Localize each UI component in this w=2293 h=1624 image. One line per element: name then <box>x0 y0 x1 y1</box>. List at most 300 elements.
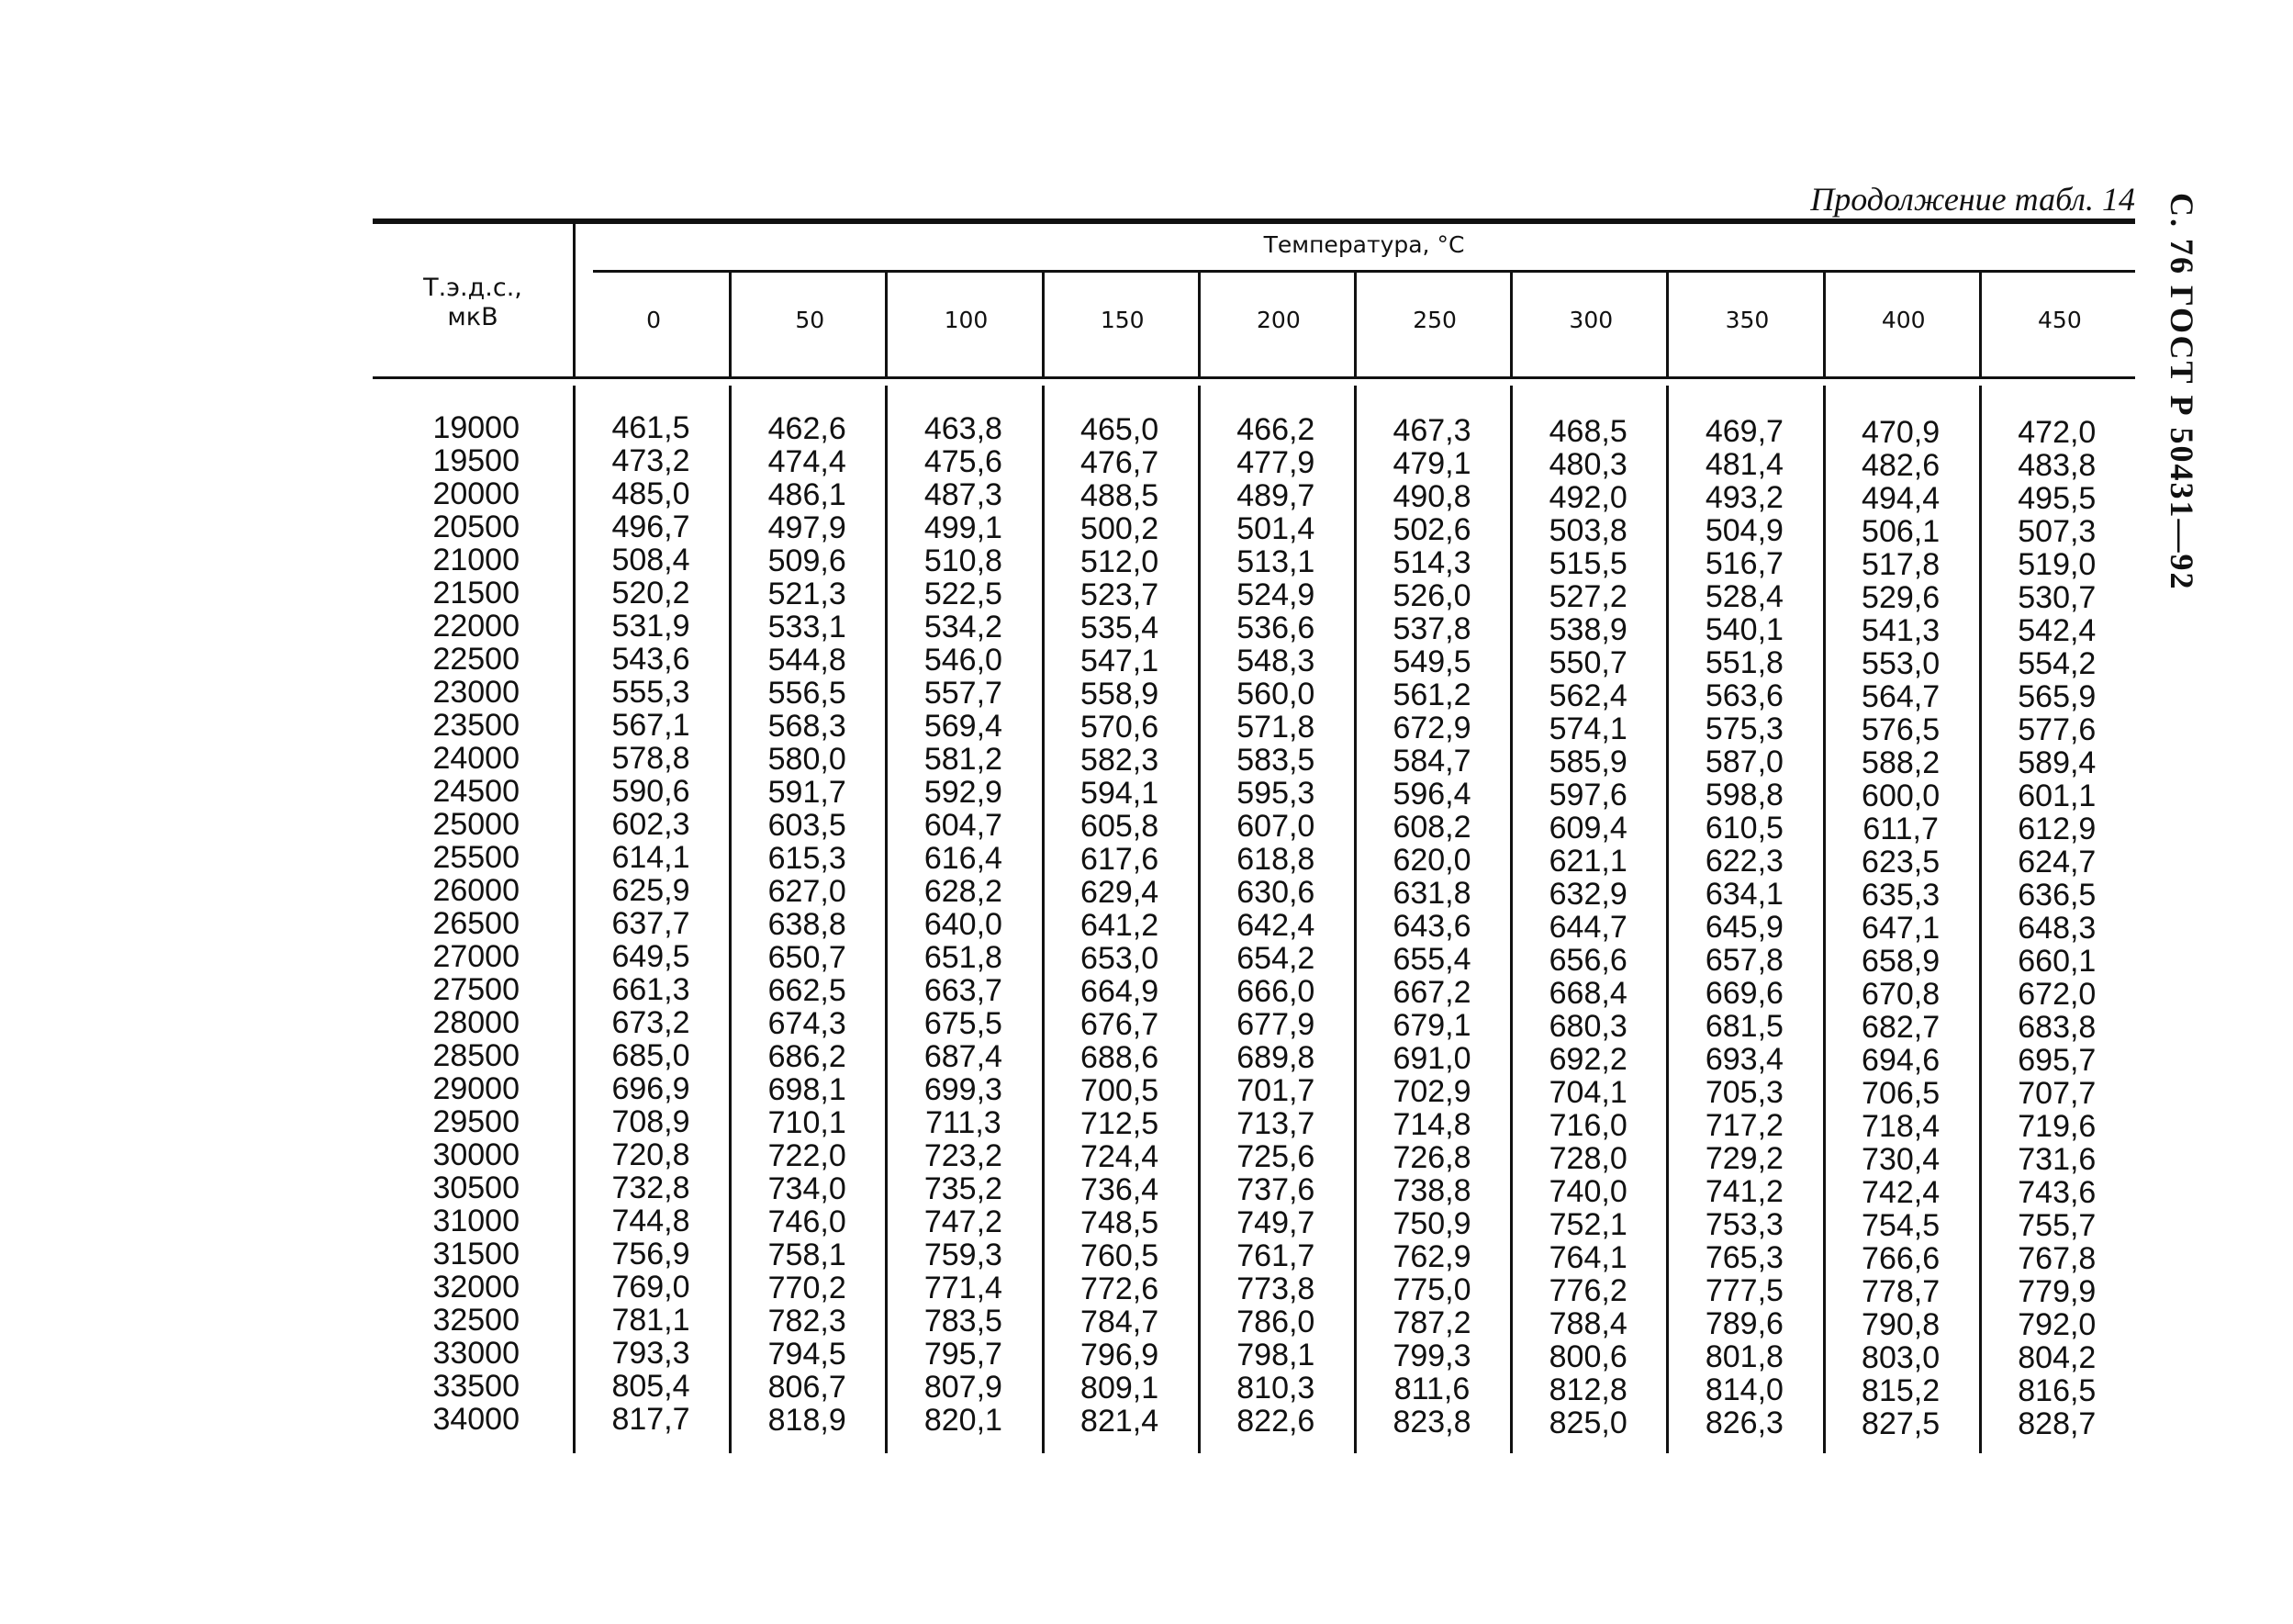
table-cell: 795,7 <box>923 1337 1002 1372</box>
header-bottom-rule <box>373 376 2135 379</box>
table-cell: 481,4 <box>1705 447 1784 483</box>
table-cell: 698,1 <box>767 1071 846 1107</box>
table-cell: 682,7 <box>1862 1009 1941 1045</box>
table-cell: 809,1 <box>1080 1370 1159 1406</box>
table-cell: 495,5 <box>2018 481 2097 517</box>
table-cell: 516,7 <box>1705 546 1784 582</box>
row-label: 25000 <box>432 807 520 842</box>
table-cell: 747,2 <box>923 1204 1002 1240</box>
table-cell: 686,2 <box>767 1038 846 1074</box>
table-cell: 554,2 <box>2018 646 2097 682</box>
table-cell: 528,4 <box>1705 579 1784 615</box>
table-cell: 496,7 <box>611 510 690 544</box>
table-cell: 574,1 <box>1549 711 1627 746</box>
table-cell: 680,3 <box>1549 1008 1627 1044</box>
table-cell: 600,0 <box>1862 778 1941 813</box>
table-cell: 541,3 <box>1862 612 1941 648</box>
table-cell: 691,0 <box>1393 1041 1471 1076</box>
table-cell: 787,2 <box>1393 1305 1471 1340</box>
table-cell: 717,2 <box>1705 1108 1784 1144</box>
table-cell: 696,9 <box>611 1071 690 1106</box>
table-cell: 746,0 <box>767 1204 846 1239</box>
table-cell: 687,4 <box>923 1039 1002 1075</box>
table-cell: 602,3 <box>611 807 690 842</box>
table-cell: 558,9 <box>1080 676 1159 711</box>
table-cell: 535,4 <box>1080 610 1159 645</box>
table-cell: 462,6 <box>767 410 846 446</box>
table-cell: 756,9 <box>611 1237 690 1271</box>
column-header: 350 <box>1725 307 1770 333</box>
row-label: 23500 <box>432 708 520 743</box>
table-cell: 681,5 <box>1705 1009 1784 1045</box>
table-cell: 560,0 <box>1236 677 1315 712</box>
table-cell: 738,8 <box>1393 1173 1471 1208</box>
table-cell: 740,0 <box>1549 1173 1627 1209</box>
table-cell: 778,7 <box>1862 1273 1941 1309</box>
table-cell: 789,6 <box>1705 1306 1784 1342</box>
table-cell: 750,9 <box>1393 1206 1471 1241</box>
table-cell: 485,0 <box>611 476 690 511</box>
table-cell: 743,6 <box>2018 1175 2097 1211</box>
column-header: 150 <box>1100 307 1145 333</box>
table-cell: 814,0 <box>1705 1372 1784 1408</box>
table-cell: 502,6 <box>1393 512 1471 547</box>
row-label: 30500 <box>432 1170 520 1205</box>
table-cell: 728,0 <box>1549 1140 1627 1176</box>
table-cell: 568,3 <box>767 708 846 744</box>
table-cell: 540,1 <box>1705 612 1784 648</box>
table-cell: 753,3 <box>1705 1207 1784 1243</box>
table-cell: 630,6 <box>1236 875 1315 911</box>
table-cell: 461,5 <box>611 410 690 445</box>
table-cell: 543,6 <box>611 642 690 677</box>
table-cell: 522,5 <box>923 577 1002 612</box>
table-cell: 527,2 <box>1549 578 1627 614</box>
table-cell: 470,9 <box>1862 414 1941 450</box>
table-cell: 655,4 <box>1393 942 1471 977</box>
row-label: 31000 <box>432 1204 520 1238</box>
table-cell: 672,0 <box>2018 977 2097 1013</box>
table-cell: 776,2 <box>1549 1272 1627 1308</box>
table-cell: 667,2 <box>1393 975 1471 1010</box>
table-cell: 707,7 <box>2018 1076 2097 1112</box>
table-cell: 618,8 <box>1236 842 1315 878</box>
table-cell: 598,8 <box>1705 778 1784 813</box>
table-cell: 569,4 <box>923 709 1002 745</box>
table-cell: 609,4 <box>1549 810 1627 846</box>
table-cell: 716,0 <box>1549 1107 1627 1143</box>
table-cell: 506,1 <box>1862 513 1941 549</box>
row-label: 26500 <box>432 906 520 941</box>
table-cell: 635,3 <box>1862 877 1941 913</box>
table-cell: 761,7 <box>1236 1238 1315 1274</box>
table-cell: 483,8 <box>2018 448 2097 484</box>
table-cell: 765,3 <box>1705 1240 1784 1276</box>
table-cell: 534,2 <box>923 610 1002 645</box>
table-cell: 627,0 <box>767 873 846 909</box>
table-cell: 650,7 <box>767 939 846 975</box>
table-cell: 561,2 <box>1393 678 1471 712</box>
table-cell: 604,7 <box>923 808 1002 844</box>
table-cell: 595,3 <box>1236 776 1315 812</box>
table-cell: 581,2 <box>923 742 1002 778</box>
table-cell: 605,8 <box>1080 808 1159 844</box>
table-cell: 463,8 <box>923 411 1002 447</box>
table-cell: 799,3 <box>1393 1338 1471 1373</box>
table-cell: 732,8 <box>611 1170 690 1205</box>
group-header-rule <box>593 270 2135 273</box>
temperature-group-header: Температура, °С <box>1263 231 1465 258</box>
table-cell: 616,4 <box>923 841 1002 877</box>
table-cell: 474,4 <box>767 443 846 479</box>
table-cell: 556,5 <box>767 675 846 711</box>
table-cell: 669,6 <box>1705 976 1784 1012</box>
table-cell: 816,5 <box>2018 1373 2097 1409</box>
table-cell: 737,6 <box>1236 1172 1315 1208</box>
table-cell: 475,6 <box>923 444 1002 480</box>
table-cell: 549,5 <box>1393 644 1471 679</box>
table-cell: 531,9 <box>611 609 690 644</box>
table-cell: 685,0 <box>611 1038 690 1073</box>
table-cell: 825,0 <box>1549 1405 1627 1440</box>
table-cell: 711,3 <box>925 1105 1001 1141</box>
table-cell: 700,5 <box>1080 1072 1159 1108</box>
table-cell: 807,9 <box>923 1370 1002 1406</box>
table-cell: 826,3 <box>1705 1406 1784 1441</box>
table-cell: 828,7 <box>2018 1406 2097 1442</box>
table-cell: 656,6 <box>1549 942 1627 978</box>
table-cell: 583,5 <box>1236 743 1315 778</box>
row-label: 28500 <box>432 1038 520 1073</box>
table-cell: 641,2 <box>1080 907 1159 943</box>
table-cell: 638,8 <box>767 906 846 942</box>
table-cell: 677,9 <box>1236 1007 1315 1043</box>
table-cell: 712,5 <box>1080 1105 1159 1141</box>
table-cell: 465,0 <box>1080 411 1159 447</box>
table-cell: 801,8 <box>1705 1339 1784 1375</box>
table-cell: 752,1 <box>1549 1206 1627 1242</box>
table-cell: 818,9 <box>767 1402 846 1438</box>
table-cell: 577,6 <box>2018 712 2097 748</box>
table-cell: 719,6 <box>2018 1109 2097 1145</box>
table-cell: 749,7 <box>1236 1205 1315 1241</box>
table-cell: 550,7 <box>1549 644 1627 680</box>
table-cell: 775,0 <box>1393 1272 1471 1307</box>
table-cell: 744,8 <box>611 1204 690 1238</box>
table-cell: 823,8 <box>1393 1405 1471 1439</box>
table-cell: 713,7 <box>1236 1106 1315 1142</box>
table-cell: 803,0 <box>1862 1339 1941 1375</box>
table-cell: 726,8 <box>1393 1140 1471 1175</box>
table-cell: 679,1 <box>1393 1008 1471 1043</box>
table-cell: 500,2 <box>1080 510 1159 546</box>
table-cell: 509,6 <box>767 543 846 578</box>
table-cell: 734,0 <box>767 1170 846 1206</box>
table-cell: 524,9 <box>1236 577 1315 613</box>
table-cell: 805,4 <box>611 1369 690 1404</box>
table-cell: 695,7 <box>2018 1043 2097 1079</box>
table-cell: 472,0 <box>2018 415 2097 451</box>
table-cell: 526,0 <box>1393 578 1471 613</box>
table-cell: 482,6 <box>1862 447 1941 483</box>
table-cell: 657,8 <box>1705 943 1784 979</box>
table-cell: 779,9 <box>2018 1274 2097 1310</box>
table-cell: 530,7 <box>2018 580 2097 616</box>
table-cell: 821,4 <box>1080 1403 1159 1439</box>
table-cell: 693,4 <box>1705 1042 1784 1078</box>
table-cell: 517,8 <box>1862 546 1941 582</box>
row-label: 29000 <box>432 1071 520 1106</box>
table-cell: 553,0 <box>1862 645 1941 681</box>
table-cell: 676,7 <box>1080 1006 1159 1042</box>
table-cell: 637,7 <box>611 906 690 941</box>
table-cell: 620,0 <box>1393 843 1471 878</box>
table-cell: 710,1 <box>767 1104 846 1140</box>
table-cell: 702,9 <box>1393 1074 1471 1109</box>
table-cell: 773,8 <box>1236 1271 1315 1307</box>
table-cell: 822,6 <box>1236 1404 1315 1439</box>
table-cell: 675,5 <box>923 1006 1002 1042</box>
table-cell: 660,1 <box>2018 944 2097 980</box>
row-label: 19500 <box>432 443 520 478</box>
table-cell: 674,3 <box>767 1005 846 1041</box>
table-cell: 507,3 <box>2018 514 2097 550</box>
table-cell: 724,4 <box>1080 1138 1159 1174</box>
table-cell: 515,5 <box>1549 545 1627 581</box>
table-cell: 784,7 <box>1080 1304 1159 1339</box>
table-cell: 501,4 <box>1236 511 1315 547</box>
row-label: 26000 <box>432 873 520 908</box>
column-header: 450 <box>2038 307 2082 333</box>
row-label: 20500 <box>432 510 520 544</box>
table-cell: 811,6 <box>1393 1372 1471 1406</box>
table-cell: 689,8 <box>1236 1040 1315 1076</box>
table-cell: 587,0 <box>1705 745 1784 780</box>
table-cell: 497,9 <box>767 510 846 545</box>
table-cell: 804,2 <box>2018 1340 2097 1376</box>
row-label: 27500 <box>432 972 520 1007</box>
row-label: 24000 <box>432 741 520 776</box>
table-cell: 704,1 <box>1549 1074 1627 1110</box>
table-cell: 479,1 <box>1393 446 1471 481</box>
table-cell: 729,2 <box>1705 1141 1784 1177</box>
table-cell: 582,3 <box>1080 742 1159 778</box>
table-cell: 699,3 <box>923 1072 1002 1108</box>
row-label: 21000 <box>432 543 520 577</box>
table-cell: 580,0 <box>767 741 846 777</box>
column-header: 250 <box>1413 307 1457 333</box>
table-cell: 548,3 <box>1236 644 1315 679</box>
table-cell: 731,6 <box>2018 1142 2097 1178</box>
table-cell: 664,9 <box>1080 973 1159 1009</box>
table-cell: 521,3 <box>767 576 846 611</box>
table-cell: 792,0 <box>2018 1307 2097 1343</box>
table-cell: 544,8 <box>767 642 846 678</box>
table-cell: 762,9 <box>1393 1239 1471 1274</box>
table-cell: 640,0 <box>923 907 1002 943</box>
table-cell: 487,3 <box>923 477 1002 513</box>
table-cell: 798,1 <box>1236 1338 1315 1373</box>
row-label: 33000 <box>432 1336 520 1371</box>
table-cell: 591,7 <box>767 774 846 810</box>
row-label: 32000 <box>432 1270 520 1305</box>
table-cell: 588,2 <box>1862 745 1941 780</box>
table-cell: 827,5 <box>1862 1406 1941 1441</box>
table-cell: 767,8 <box>2018 1241 2097 1277</box>
table-cell: 777,5 <box>1705 1273 1784 1309</box>
row-label: 24500 <box>432 774 520 809</box>
table-cell: 492,0 <box>1549 479 1627 515</box>
table-cell: 476,7 <box>1080 444 1159 480</box>
table-cell: 590,6 <box>611 774 690 809</box>
table-cell: 817,7 <box>611 1402 690 1437</box>
table-cell: 621,1 <box>1549 843 1627 879</box>
table-cell: 608,2 <box>1393 810 1471 845</box>
table-cell: 578,8 <box>611 741 690 776</box>
table-cell: 571,8 <box>1236 710 1315 745</box>
table-cell: 668,4 <box>1549 975 1627 1011</box>
table-cell: 755,7 <box>2018 1208 2097 1244</box>
table-cell: 796,9 <box>1080 1337 1159 1372</box>
table-cell: 714,8 <box>1393 1107 1471 1142</box>
table-cell: 735,2 <box>923 1171 1002 1207</box>
table-cell: 529,6 <box>1862 579 1941 615</box>
table-cell: 477,9 <box>1236 445 1315 481</box>
table-cell: 781,1 <box>611 1303 690 1338</box>
table-cell: 644,7 <box>1549 909 1627 945</box>
table-cell: 611,7 <box>1862 811 1939 846</box>
table-cell: 648,3 <box>2018 911 2097 946</box>
table-cell: 614,1 <box>611 840 690 875</box>
table-cell: 653,0 <box>1080 940 1159 976</box>
table-cell: 692,2 <box>1549 1041 1627 1077</box>
table-cell: 589,4 <box>2018 745 2097 781</box>
table-cell: 772,6 <box>1080 1271 1159 1306</box>
table-cell: 663,7 <box>923 973 1002 1009</box>
row-label: 21500 <box>432 576 520 610</box>
table-cell: 628,2 <box>923 874 1002 910</box>
table-cell: 508,4 <box>611 543 690 577</box>
table-cell: 794,5 <box>767 1336 846 1372</box>
table-cell: 782,3 <box>767 1303 846 1338</box>
table-cell: 718,4 <box>1862 1108 1941 1144</box>
column-header: 300 <box>1569 307 1614 333</box>
table-cell: 636,5 <box>2018 878 2097 913</box>
table-cell: 662,5 <box>767 972 846 1008</box>
table-cell: 788,4 <box>1549 1305 1627 1341</box>
table-cell: 565,9 <box>2018 679 2097 715</box>
table-cell: 468,5 <box>1549 413 1627 449</box>
table-cell: 645,9 <box>1705 910 1784 946</box>
table-cell: 769,0 <box>611 1270 690 1305</box>
table-cell: 597,6 <box>1549 777 1627 812</box>
table-cell: 760,5 <box>1080 1238 1159 1273</box>
row-label: 31500 <box>432 1237 520 1271</box>
table-cell: 520,2 <box>611 576 690 610</box>
table-cell: 786,0 <box>1236 1305 1315 1340</box>
table-cell: 555,3 <box>611 675 690 710</box>
table-cell: 748,5 <box>1080 1204 1159 1240</box>
table-cell: 523,7 <box>1080 577 1159 612</box>
table-cell: 815,2 <box>1862 1372 1941 1408</box>
continuation-label: Продолжение табл. 14 <box>1810 181 2135 218</box>
table-cell: 800,6 <box>1549 1338 1627 1374</box>
column-header: 400 <box>1881 307 1926 333</box>
row-label: 23000 <box>432 675 520 710</box>
table-cell: 666,0 <box>1236 974 1315 1010</box>
row-label: 29500 <box>432 1104 520 1139</box>
table-cell: 701,7 <box>1236 1073 1315 1109</box>
table-cell: 754,5 <box>1862 1207 1941 1243</box>
row-label: 33500 <box>432 1369 520 1404</box>
table-cell: 607,0 <box>1236 809 1315 845</box>
table-cell: 766,6 <box>1862 1240 1941 1276</box>
table-cell: 480,3 <box>1549 446 1627 482</box>
table-cell: 661,3 <box>611 972 690 1007</box>
row-label: 27000 <box>432 939 520 974</box>
table-cell: 725,6 <box>1236 1139 1315 1175</box>
table-cell: 467,3 <box>1393 413 1471 448</box>
table-cell: 622,3 <box>1705 844 1784 879</box>
table-cell: 624,7 <box>2018 845 2097 880</box>
table-cell: 812,8 <box>1549 1372 1627 1407</box>
table-cell: 683,8 <box>2018 1010 2097 1046</box>
table-cell: 504,9 <box>1705 513 1784 549</box>
table-cell: 810,3 <box>1236 1371 1315 1406</box>
table-cell: 557,7 <box>923 676 1002 711</box>
row-label: 20000 <box>432 476 520 511</box>
table-cell: 567,1 <box>611 708 690 743</box>
table-cell: 793,3 <box>611 1336 690 1371</box>
table-cell: 466,2 <box>1236 412 1315 448</box>
table-cell: 513,1 <box>1236 544 1315 580</box>
table-cell: 533,1 <box>767 609 846 644</box>
table-cell: 631,8 <box>1393 876 1471 911</box>
table-cell: 551,8 <box>1705 645 1784 681</box>
table-cell: 658,9 <box>1862 943 1941 979</box>
data-table <box>373 218 2135 1453</box>
table-cell: 629,4 <box>1080 874 1159 910</box>
table-cell: 741,2 <box>1705 1174 1784 1210</box>
table-cell: 764,1 <box>1549 1239 1627 1275</box>
table-cell: 820,1 <box>923 1403 1002 1439</box>
table-cell: 592,9 <box>923 775 1002 811</box>
table-cell: 651,8 <box>923 940 1002 976</box>
table-cell: 494,4 <box>1862 480 1941 516</box>
table-cell: 688,6 <box>1080 1039 1159 1075</box>
table-cell: 519,0 <box>2018 547 2097 583</box>
table-cell: 615,3 <box>767 840 846 876</box>
table-cell: 771,4 <box>923 1271 1002 1306</box>
row-label: 25500 <box>432 840 520 875</box>
table-cell: 634,1 <box>1705 877 1784 913</box>
table-cell: 643,6 <box>1393 909 1471 944</box>
table-cell: 736,4 <box>1080 1171 1159 1207</box>
table-cell: 708,9 <box>611 1104 690 1139</box>
row-label: 34000 <box>432 1402 520 1437</box>
table-cell: 770,2 <box>767 1270 846 1305</box>
column-header: 50 <box>795 307 825 333</box>
table-cell: 790,8 <box>1862 1306 1941 1342</box>
table-cell: 469,7 <box>1705 414 1784 450</box>
row-header-label: Т.э.д.с., мкВ <box>423 274 522 331</box>
table-cell: 596,4 <box>1393 777 1471 812</box>
table-cell: 673,2 <box>611 1005 690 1040</box>
table-cell: 654,2 <box>1236 941 1315 977</box>
table-cell: 547,1 <box>1080 643 1159 678</box>
table-cell: 585,9 <box>1549 744 1627 779</box>
table-cell: 720,8 <box>611 1137 690 1172</box>
